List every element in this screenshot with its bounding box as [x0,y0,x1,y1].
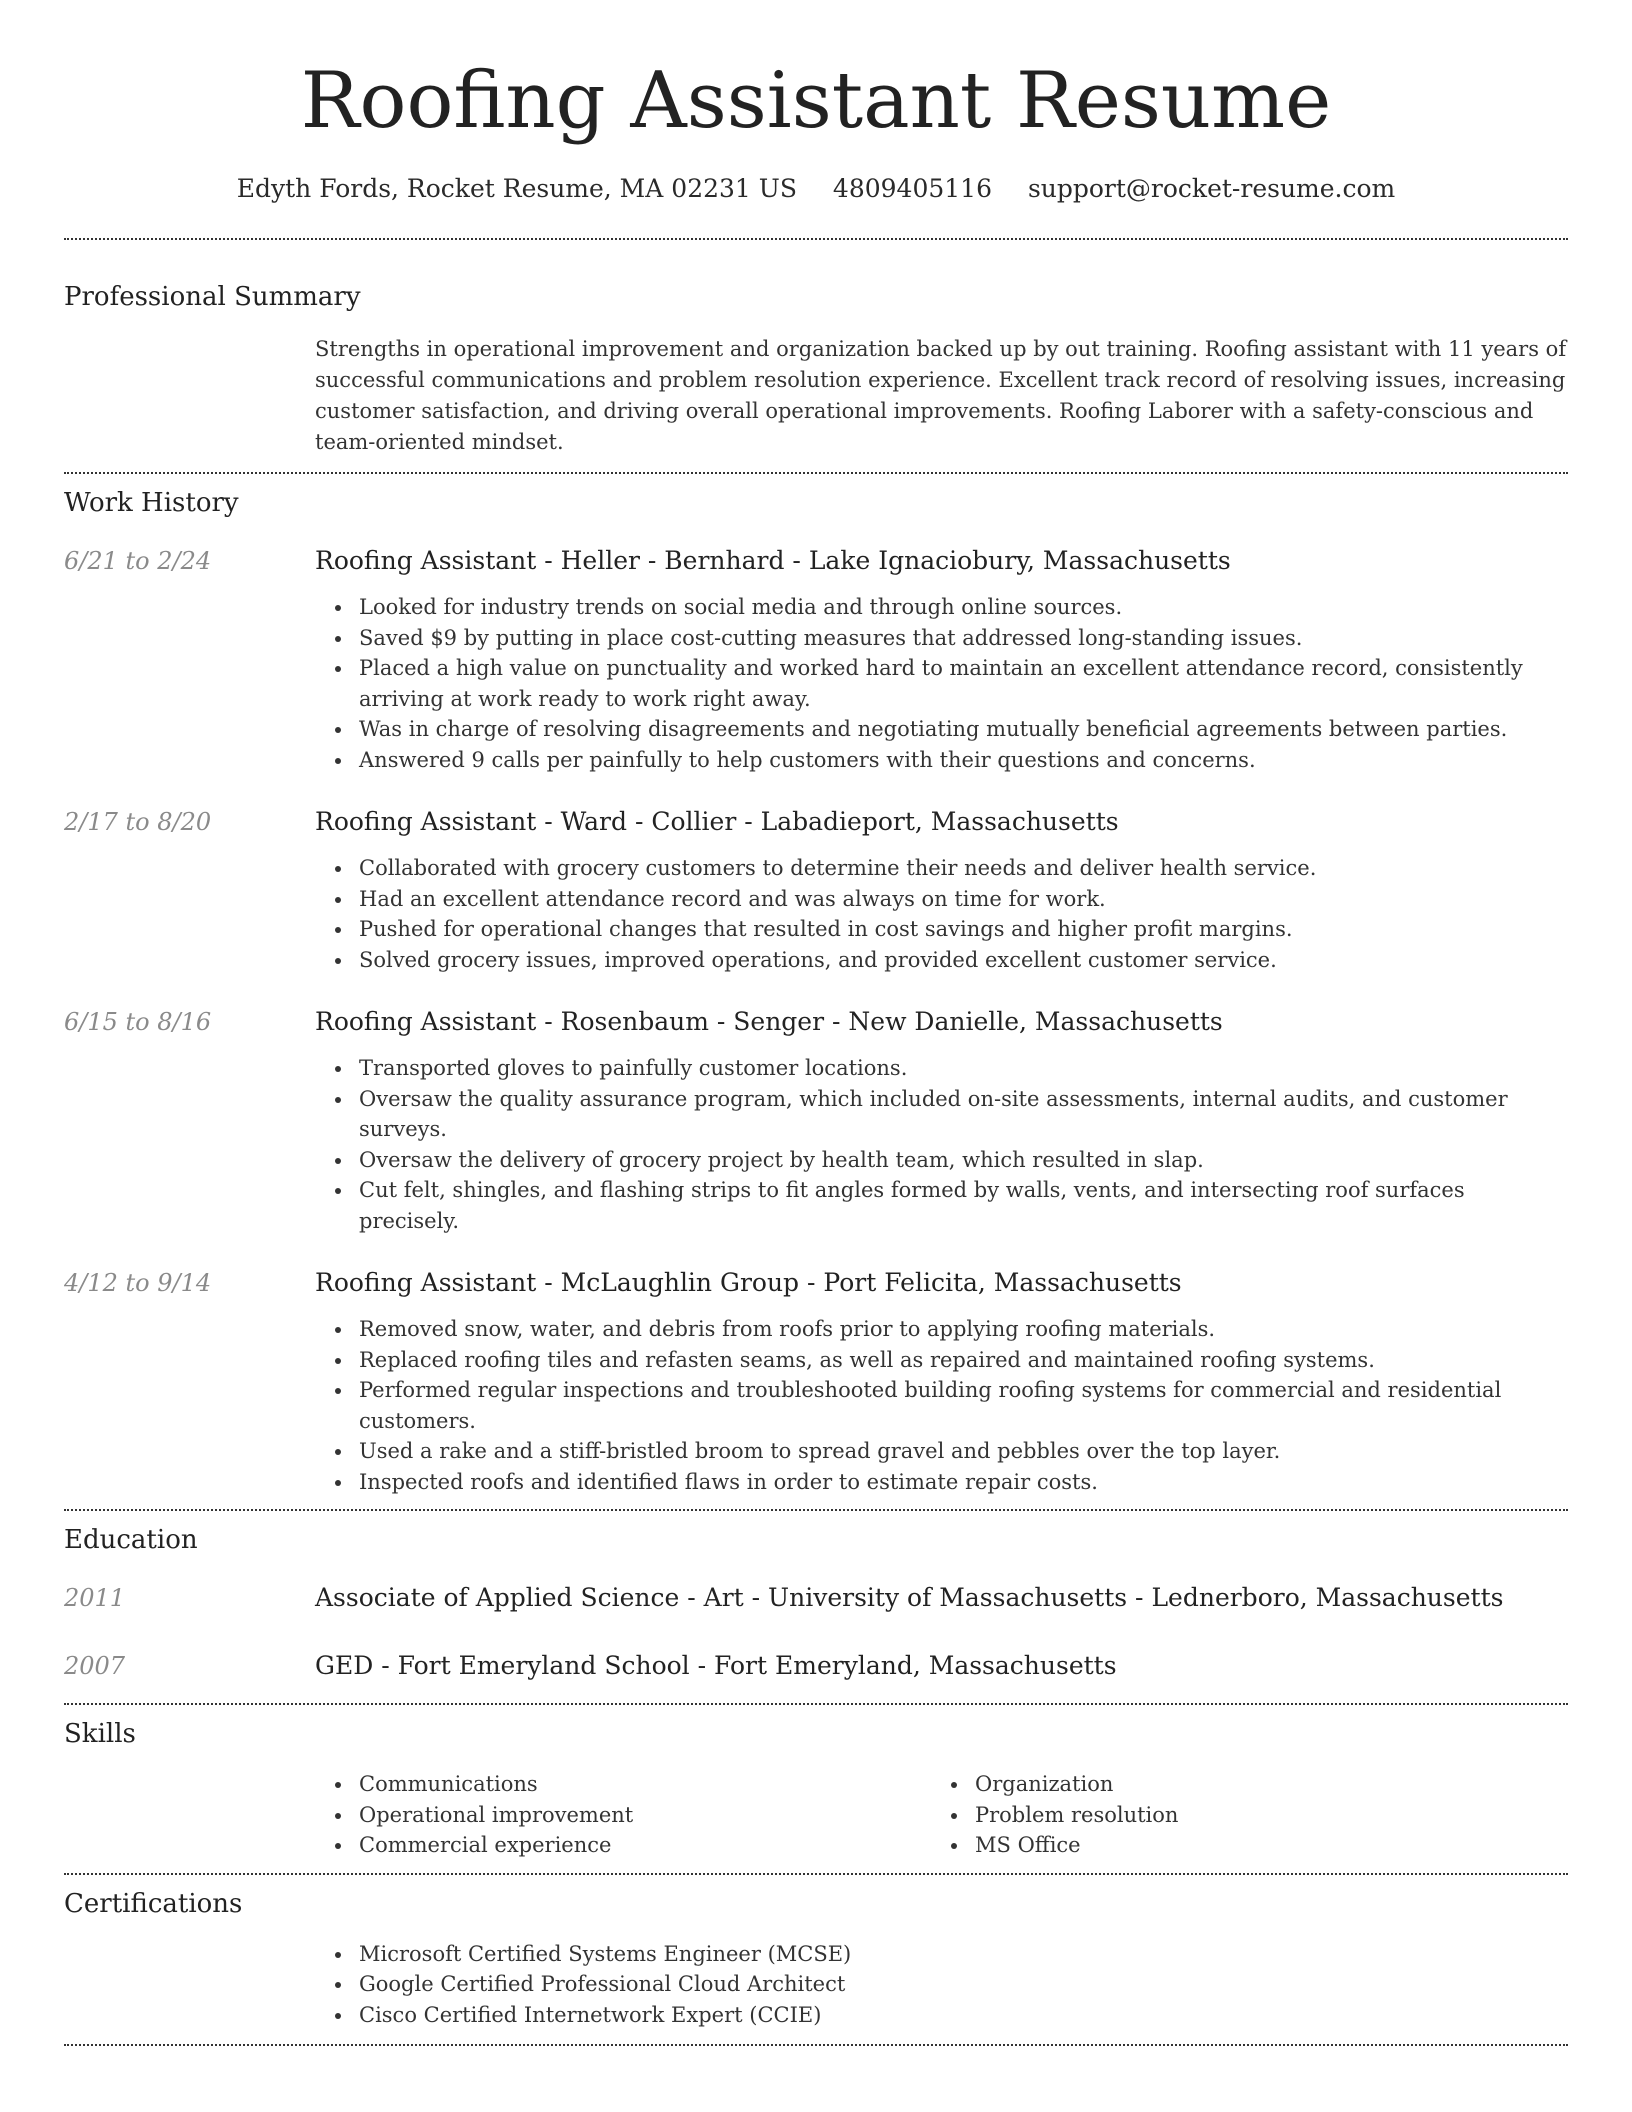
list-item: Operational improvement [359,1800,975,1831]
list-item: Cut felt, shingles, and flashing strips to fit angles formed by walls, vents, and intersecting roof surfaces precisely. [359,1175,1568,1236]
education-year: 2011 [64,1584,126,1612]
list-item: Answered 9 calls per painfully to help customers with their questions and concerns. [359,745,1568,776]
job-bullets [359,592,1568,775]
job-entry [64,1266,1568,1497]
list-item: Cisco Certified Internetwork Expert (CCIE) [359,2000,1568,2031]
contact-phone: 4809405116 [832,174,992,203]
skills-list-left [359,1769,975,1861]
list-item: Problem resolution [975,1800,1575,1831]
job-dates: 6/21 to 2/24 [64,547,212,575]
list-item: Looked for industry trends on social media and through online sources. [359,592,1568,623]
list-item: Transported gloves to painfully customer locations. [359,1053,1568,1084]
job-title: Roofing Assistant - Heller - Bernhard - Lake Ignaciobury, Massachusetts [315,546,1231,575]
job-dates: 2/17 to 8/20 [64,808,212,836]
list-item: Placed a high value on punctuality and worked hard to maintain an excellent attendance record, consistently arriving at work ready to work right away. [359,653,1568,714]
skills-section [64,1717,1568,1861]
job-bullets [359,1314,1568,1497]
certifications-section [64,1887,1568,2031]
divider [64,2044,1568,2046]
list-item: Inspected roofs and identified flaws in order to estimate repair costs. [359,1467,1568,1498]
list-item: Performed regular inspections and troubleshooted building roofing systems for commercial and residential customers. [359,1375,1568,1436]
list-item: Google Certified Professional Cloud Architect [359,1969,1568,2000]
skills-heading: Skills [64,1719,136,1749]
list-item: Was in charge of resolving disagreements and negotiating mutually beneficial agreements between parties. [359,714,1568,745]
contact-line [64,172,1568,206]
job-title: Roofing Assistant - McLaughlin Group - Port Felicita, Massachusetts [315,1268,1182,1297]
education-title: Associate of Applied Science - Art - University of Massachusetts - Lednerboro, Massachusetts [315,1583,1504,1612]
resume-page [64,0,1568,2046]
work-section [64,486,1568,1497]
list-item: Oversaw the delivery of grocery project by health team, which resulted in slap. [359,1145,1568,1176]
list-item: Communications [359,1769,975,1800]
divider [64,1873,1568,1875]
certifications-heading: Certifications [64,1888,243,1919]
job-bullets [359,853,1568,975]
work-heading: Work History [64,488,239,518]
job-bullets [359,1053,1568,1236]
list-item: Used a rake and a stiff-bristled broom to spread gravel and pebbles over the top layer. [359,1436,1568,1467]
education-entry [64,1581,1568,1615]
skills-list-right [975,1769,1575,1861]
education-year: 2007 [64,1652,126,1680]
job-title: Roofing Assistant - Ward - Collier - Labadieport, Massachusetts [315,807,1119,836]
list-item: Replaced roofing tiles and refasten seams, as well as repaired and maintained roofing systems. [359,1345,1568,1376]
list-item: Pushed for operational changes that resulted in cost savings and higher profit margins. [359,914,1568,945]
skills-grid [359,1769,1568,1861]
job-dates: 4/12 to 9/14 [64,1269,212,1297]
list-item: MS Office [975,1830,1575,1861]
divider [64,1509,1568,1511]
certifications-list [359,1939,1568,2031]
education-entry [64,1649,1568,1683]
list-item: Organization [975,1769,1575,1800]
list-item: Commercial experience [359,1830,975,1861]
divider [64,472,1568,474]
job-dates: 6/15 to 8/16 [64,1008,212,1036]
list-item: Microsoft Certified Systems Engineer (MCSE) [359,1939,1568,1970]
list-item: Had an excellent attendance record and was always on time for work. [359,884,1568,915]
divider [64,1703,1568,1705]
summary-text: Strengths in operational improvement and organization backed up by out training. Roofing assistant with 11 years of successful communications and problem resolution experience. Excellent track record of resolving issues, increasing customer satisfaction, and driving overall operational improvements. Roofing Laborer with a safety-conscious and team-oriented mindset. [315,337,1567,454]
list-item: Oversaw the quality assurance program, which included on-site assessments, internal audits, and customer surveys. [359,1084,1568,1145]
list-item: Removed snow, water, and debris from roofs prior to applying roofing materials. [359,1314,1568,1345]
list-item: Collaborated with grocery customers to determine their needs and deliver health service. [359,853,1568,884]
summary-heading: Professional Summary [64,282,361,312]
contact-address: Edyth Fords, Rocket Resume, MA 02231 US [236,174,797,203]
job-title: Roofing Assistant - Rosenbaum - Senger - New Danielle, Massachusetts [315,1007,1223,1036]
education-heading: Education [64,1525,198,1555]
resume-title: Roofing Assistant Resume [300,56,1332,146]
contact-email: support@rocket-resume.com [1027,174,1396,203]
divider [64,238,1568,240]
job-entry [64,544,1568,775]
job-entry [64,1005,1568,1236]
list-item: Saved $9 by putting in place cost-cutting measures that addressed long-standing issues. [359,623,1568,654]
job-entry [64,805,1568,975]
education-section [64,1523,1568,1683]
list-item: Solved grocery issues, improved operations, and provided excellent customer service. [359,945,1568,976]
summary-section [64,280,1568,458]
education-title: GED - Fort Emeryland School - Fort Emeryland, Massachusetts [315,1651,1117,1680]
